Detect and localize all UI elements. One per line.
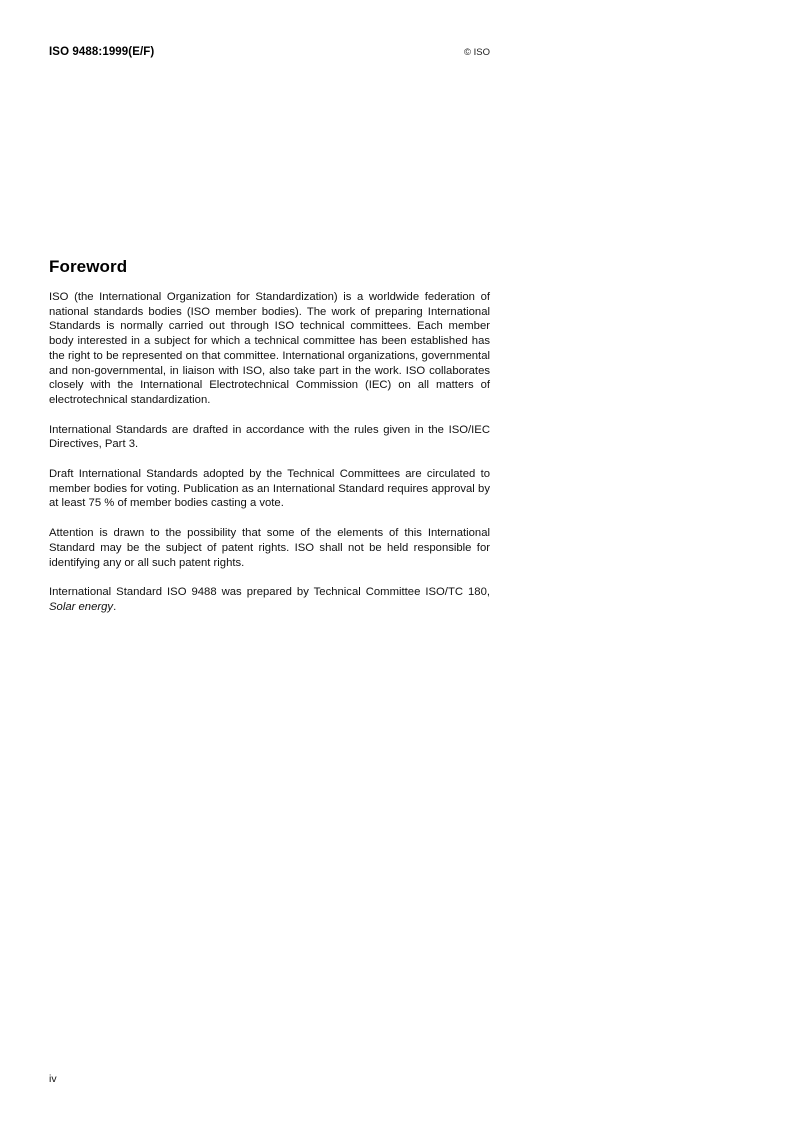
paragraph: International Standards are drafted in accordance with the rules given in the ISO/IEC Directives, Part 3. xyxy=(49,423,490,451)
foreword-body xyxy=(49,290,490,615)
paragraph-committee xyxy=(49,585,490,614)
paragraph: ISO (the International Organization for Standardization) is a worldwide federation of national standards bodies (ISO member bodies). The work of preparing International Standards is normally carried out through ISO technical committees. Each member body interested in a subject for which a technical committee has been established has the right to be represented on that committee. International organizations, governmental and non-governmental, in liaison with ISO, also take part in the work. ISO collaborates closely with the International Electrotechnical Commission (IEC) on all matters of electrotechnical standardization. xyxy=(49,291,490,406)
page-number: iv xyxy=(49,1073,57,1085)
copyright-notice: © ISO xyxy=(463,47,490,58)
page-title: Foreword xyxy=(49,257,128,277)
paragraph: Draft International Standards adopted by the Technical Committees are circulated to member bodies for voting. Publication as an International Standard requires approval by at least 75 % of member bodies casting a vote. xyxy=(49,468,490,510)
paragraph: Attention is drawn to the possibility that some of the elements of this International Standard may be the subject of patent rights. ISO shall not be held responsible for identifying any or all such patent rights. xyxy=(49,527,490,569)
committee-lead-text: International Standard ISO 9488 was prepared by Technical Committee ISO/TC 180, xyxy=(49,586,490,599)
running-header xyxy=(49,46,490,58)
standard-reference: ISO 9488:1999(E/F) xyxy=(49,46,155,58)
committee-title: Solar energy xyxy=(49,600,114,613)
committee-trail-text: . xyxy=(113,600,117,613)
